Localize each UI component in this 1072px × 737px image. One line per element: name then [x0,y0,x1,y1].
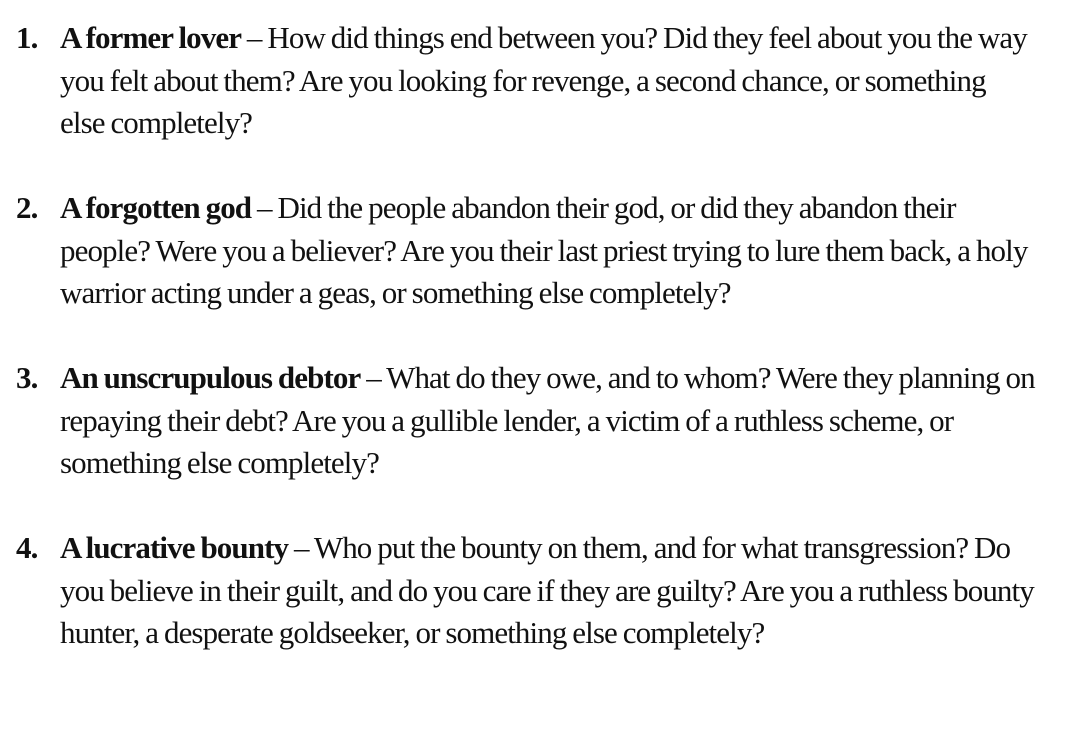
item-description: – Did the people abandon their god, or did they abandon their people? Were you a believer? Are you their last priest trying to lure them back, a holy warrior acting under a geas, or something else completely? [60,190,1028,310]
item-term: A lucrative bounty [60,530,289,565]
item-term: An unscrupulous debtor [60,360,361,395]
list-item-unscrupulous-debtor [0,357,1035,485]
item-description: – Who put the bounty on them, and for what transgression? Do you believe in their guilt, and do you care if they are guilty? Are you a ruthless bounty hunter, a desperate goldseeker, or something else completely? [60,530,1034,650]
item-number: 1. [16,20,38,55]
item-description: – How did things end between you? Did they feel about you the way you felt about them? Are you looking for revenge, a second chance, or something else completely? [60,20,1027,140]
item-description: – What do they owe, and to whom? Were they planning on repaying their debt? Are you a gullible lender, a victim of a ruthless scheme, or something else completely? [60,360,1035,480]
item-term: A former lover [60,20,242,55]
list-item-lucrative-bounty [0,527,1035,655]
item-term: A forgotten god [60,190,252,225]
numbered-list [0,17,1072,655]
item-number: 3. [16,360,38,395]
list-item-former-lover [0,17,1035,145]
list-item-forgotten-god [0,187,1035,315]
item-number: 2. [16,190,38,225]
item-number: 4. [16,530,38,565]
